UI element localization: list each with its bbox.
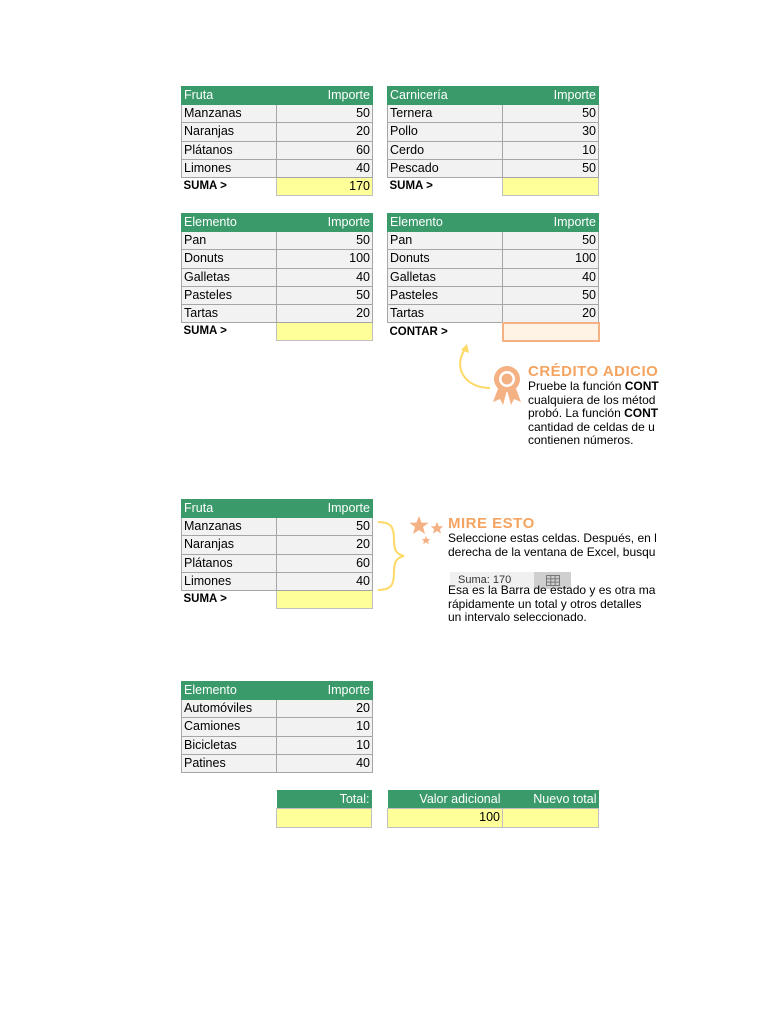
sum-label: SUMA > bbox=[182, 323, 277, 341]
stars-icon bbox=[407, 515, 447, 547]
brace-connector-icon bbox=[376, 518, 406, 594]
cell[interactable]: Automóviles bbox=[182, 700, 277, 718]
cell[interactable]: Camiones bbox=[182, 718, 277, 736]
cell[interactable]: 20 bbox=[277, 123, 373, 141]
new-total-block bbox=[387, 790, 599, 828]
header-cell[interactable]: Importe bbox=[503, 87, 599, 105]
cell[interactable]: Tartas bbox=[388, 304, 503, 323]
cell[interactable]: Limones bbox=[182, 159, 277, 177]
header-cell[interactable]: Carnicería bbox=[388, 87, 503, 105]
cell[interactable]: Manzanas bbox=[182, 518, 277, 536]
extra-credit-note bbox=[528, 363, 663, 448]
cell[interactable]: 40 bbox=[503, 268, 599, 286]
cell[interactable]: Pasteles bbox=[388, 286, 503, 304]
vehicles-table bbox=[181, 681, 373, 773]
header-cell[interactable]: Elemento bbox=[388, 214, 503, 232]
sum-result-cell[interactable]: 170 bbox=[277, 177, 373, 195]
cell[interactable]: 40 bbox=[277, 754, 373, 772]
note-line: cualquiera de los métod bbox=[528, 392, 656, 407]
cell[interactable]: 30 bbox=[503, 123, 599, 141]
cell[interactable]: 40 bbox=[277, 159, 373, 177]
cell[interactable]: Bicicletas bbox=[182, 736, 277, 754]
header-cell[interactable]: Importe bbox=[277, 214, 373, 232]
extra-value-cell[interactable]: 100 bbox=[388, 809, 503, 828]
cell[interactable]: 20 bbox=[277, 700, 373, 718]
note-line: rápidamente un total y otros detalles bbox=[448, 596, 642, 611]
cell[interactable]: 60 bbox=[277, 554, 373, 572]
cell[interactable]: 50 bbox=[503, 105, 599, 123]
cell[interactable]: Naranjas bbox=[182, 123, 277, 141]
cell[interactable]: 20 bbox=[277, 536, 373, 554]
cell[interactable]: 50 bbox=[503, 286, 599, 304]
cell[interactable]: 50 bbox=[277, 286, 373, 304]
cell[interactable]: 40 bbox=[277, 572, 373, 590]
cell[interactable]: Patines bbox=[182, 754, 277, 772]
header-cell[interactable]: Importe bbox=[503, 214, 599, 232]
total-block bbox=[276, 790, 372, 828]
bakery-count-table bbox=[387, 213, 600, 342]
header-cell[interactable]: Importe bbox=[277, 87, 373, 105]
cell[interactable]: 50 bbox=[277, 232, 373, 250]
cell[interactable]: 20 bbox=[277, 304, 373, 322]
sum-label: SUMA > bbox=[388, 177, 503, 195]
header-cell[interactable]: Importe bbox=[277, 500, 373, 518]
sum-label: SUMA > bbox=[182, 177, 277, 195]
status-bar-sum: Suma: 170 bbox=[458, 574, 512, 586]
cell[interactable]: Donuts bbox=[388, 250, 503, 268]
look-at-this-note bbox=[448, 515, 663, 559]
header-cell[interactable]: Elemento bbox=[182, 682, 277, 700]
cell[interactable]: 50 bbox=[503, 159, 599, 177]
note-line: contienen números. bbox=[528, 433, 634, 447]
cell[interactable]: Tartas bbox=[182, 304, 277, 322]
note-title: CRÉDITO ADICIO bbox=[528, 363, 659, 380]
note-line: un intervalo seleccionado. bbox=[448, 610, 587, 624]
new-total-label[interactable]: Nuevo total bbox=[503, 790, 599, 809]
cell[interactable]: 50 bbox=[277, 105, 373, 123]
fruit-table bbox=[181, 86, 373, 196]
butcher-table bbox=[387, 86, 599, 196]
cell[interactable]: 10 bbox=[503, 141, 599, 159]
count-result-cell[interactable] bbox=[503, 323, 599, 341]
cell[interactable]: Plátanos bbox=[182, 554, 277, 572]
cell[interactable]: 10 bbox=[277, 736, 373, 754]
note-line: Pruebe la función CONT bbox=[528, 379, 659, 393]
header-cell[interactable]: Importe bbox=[277, 682, 373, 700]
cell[interactable]: Pan bbox=[182, 232, 277, 250]
look-at-this-note-continued bbox=[448, 584, 663, 625]
cell[interactable]: Galletas bbox=[388, 268, 503, 286]
total-label[interactable]: Total: bbox=[277, 790, 372, 809]
cell[interactable]: 40 bbox=[277, 268, 373, 286]
new-total-cell[interactable] bbox=[503, 809, 599, 828]
cell[interactable]: 10 bbox=[277, 718, 373, 736]
note-line: Seleccione estas celdas. Después, en l bbox=[448, 531, 657, 545]
cell[interactable]: Pescado bbox=[388, 159, 503, 177]
note-line: cantidad de celdas de u bbox=[528, 419, 655, 434]
cell[interactable]: 60 bbox=[277, 141, 373, 159]
header-cell[interactable]: Elemento bbox=[182, 214, 277, 232]
sum-result-cell[interactable] bbox=[277, 323, 373, 341]
cell[interactable]: 100 bbox=[503, 250, 599, 268]
fruit-status-table bbox=[181, 499, 373, 609]
extra-value-label[interactable]: Valor adicional bbox=[388, 790, 503, 809]
header-cell[interactable]: Fruta bbox=[182, 500, 277, 518]
cell[interactable]: 20 bbox=[503, 304, 599, 323]
sum-result-cell[interactable] bbox=[277, 590, 373, 608]
count-label: CONTAR > bbox=[388, 323, 503, 341]
sum-label: SUMA > bbox=[182, 590, 277, 608]
cell[interactable]: Cerdo bbox=[388, 141, 503, 159]
cell[interactable]: Ternera bbox=[388, 105, 503, 123]
award-ribbon-icon bbox=[489, 364, 525, 406]
cell[interactable]: 100 bbox=[277, 250, 373, 268]
cell[interactable]: 50 bbox=[277, 518, 373, 536]
cell[interactable]: Pan bbox=[388, 232, 503, 250]
cell[interactable]: Donuts bbox=[182, 250, 277, 268]
bakery-sum-table bbox=[181, 213, 373, 341]
cell[interactable]: Manzanas bbox=[182, 105, 277, 123]
cell[interactable]: Plátanos bbox=[182, 141, 277, 159]
cell[interactable]: Limones bbox=[182, 572, 277, 590]
cell[interactable]: Galletas bbox=[182, 268, 277, 286]
note-line: derecha de la ventana de Excel, busqu bbox=[448, 544, 656, 559]
note-title: MIRE ESTO bbox=[448, 515, 535, 532]
note-line: Esa es la Barra de estado y es otra ma bbox=[448, 584, 656, 597]
sum-result-cell[interactable] bbox=[503, 177, 599, 195]
cell[interactable]: Naranjas bbox=[182, 536, 277, 554]
cell[interactable]: 50 bbox=[503, 232, 599, 250]
cell[interactable]: Pollo bbox=[388, 123, 503, 141]
cell[interactable]: Pasteles bbox=[182, 286, 277, 304]
total-value-cell[interactable] bbox=[277, 809, 372, 828]
note-line: probó. La función CONT bbox=[528, 406, 659, 420]
header-cell[interactable]: Fruta bbox=[182, 87, 277, 105]
